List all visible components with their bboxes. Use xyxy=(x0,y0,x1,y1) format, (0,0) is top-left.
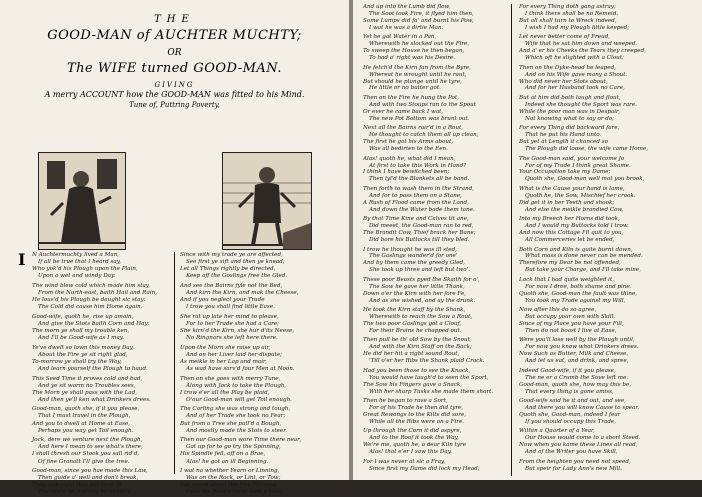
verse-line: I wat his Rock's Head took a Low; xyxy=(186,489,283,496)
verse-line: Upon the Morn she raise up air, xyxy=(180,344,271,351)
verse-line: But yet at Length it chanced so xyxy=(519,139,608,146)
verse-line: The Plough did loose, the wife came Home, xyxy=(525,146,649,153)
verse-line: N Auchtermuchty lived a Man, xyxy=(32,252,120,258)
verse-line: Both Corn and Kiln is quite burnt down, xyxy=(519,246,633,253)
verse-line: And up into the Lumb did flow, xyxy=(363,4,451,10)
verse-line: For now you know what Drinkers drees. xyxy=(525,344,639,351)
woodcut-woman xyxy=(38,152,126,250)
verse-line: While all the Ribs were on a Fire. xyxy=(369,418,465,425)
verse-line: He thought to catch them all up clean, xyxy=(369,132,479,139)
verse-line: But at him did both laugh and flout, xyxy=(519,94,621,101)
verse-line: The Cold did cause him Home again. xyxy=(38,304,143,311)
verse-column-2 xyxy=(180,252,340,497)
verse-line: And you to dwell at Home at Ease, xyxy=(32,420,131,427)
verse-line: Wherewith he slocked out the Fire, xyxy=(369,41,470,48)
verse-line: I trow he thought he was ill sted, xyxy=(363,246,457,253)
verse-line: To-morrow ye shall try the Way, xyxy=(32,358,122,365)
verse-line: Were you'll lose well by the Plough until, xyxy=(519,337,635,344)
verse-line: Next all the Bairns rair'd in a Rout, xyxy=(363,125,464,132)
verse-line: Indeed Good-wife, if it you please, xyxy=(519,367,616,374)
verse-line: The Sow his Fingers gave a Snack, xyxy=(363,381,463,388)
verse-line: The Soot took Fire, it flyed him then, xyxy=(369,10,474,17)
verse-line: But round about the Fire Winning, xyxy=(180,482,279,489)
verse-line: For every Thing did backward fare, xyxy=(519,125,620,132)
verse-line: The Good-man said, your welcome Jo xyxy=(519,155,625,162)
verse-line: Lock that I had quite weighted it, xyxy=(519,276,614,283)
verse-line: But occupy your own with Skill. xyxy=(525,314,616,321)
verse-line: But should he plunge until he tyre, xyxy=(363,78,462,85)
verse-line: And if you neglect your Trade xyxy=(180,297,265,304)
verse-line: All Commerceries let be ended, xyxy=(525,237,615,244)
verse-line: But take your Charge, and I'll take mine, xyxy=(525,267,641,274)
verse-line: The morn ye shall my trouble ken, xyxy=(32,327,130,334)
verse-line: And let us eat, and drink, and spree, xyxy=(525,358,629,365)
verse-line: Then he began to rave a Sort, xyxy=(363,398,448,405)
verse-line: Upon a wet and windy Day. xyxy=(38,273,116,280)
verse-line: If you should occupy this Trade, xyxy=(525,418,617,425)
verse-line: Alas! he got an ill Beginning. xyxy=(186,458,269,465)
verse-line: Up through the Corn it did aspyre, xyxy=(363,428,462,435)
verse-line: No Ringnars she left here there. xyxy=(186,335,278,342)
verse-line: Ye've dwelt so lown this money Day, xyxy=(32,344,134,351)
verse-line: Quoth he, the Sow, Mischief her crook. xyxy=(525,192,636,199)
verse-line: To had a' right was his Desire. xyxy=(369,55,456,62)
verse-line: For I was never at sic a Fray, xyxy=(363,458,446,465)
verse-line: 'Till o'er her Ribs the Shank plaid Crack. xyxy=(369,358,485,365)
verse-line: And a' er his Cheeks the Tears they creeped, xyxy=(519,48,646,55)
verse-line: Then pull he th' old Sow by the Snout, xyxy=(363,337,472,344)
verse-line: O'our Good-man will get Toil enough. xyxy=(186,396,292,403)
verse-line: This Seed Time it proves cold and bad, xyxy=(32,375,143,382)
tune-line: Tune of, Puttring Poverty, xyxy=(129,101,220,109)
verse-line: The Morn ye shall pass with the Lad, xyxy=(32,389,137,396)
verse-line: For of my Trade I think great Shame. xyxy=(525,162,631,169)
left-page xyxy=(0,0,349,496)
verse-line: And mostly made the Stots to steer. xyxy=(186,427,288,434)
verse-line: Our House would come to a short Steed. xyxy=(525,435,641,442)
verse-line: Good-wife, quoth he, rise up amain, xyxy=(32,313,134,320)
verse-line: For their Brains he chapped out. xyxy=(369,327,462,334)
verse-line: As meikle in her Lap and mair, xyxy=(180,358,267,365)
verse-line: For now I dree, both shame and pine. xyxy=(525,283,632,290)
verse-line: And of her Trade she took no Fear; xyxy=(186,413,286,420)
verse-line: Alas! quoth he, what did I mean, xyxy=(363,155,456,162)
verse-line: I shall thresh our Stook you sall rid'd, xyxy=(32,451,140,458)
verse-line: Did bore his Buttocks till they bled. xyxy=(369,237,470,244)
verse-line: He lous'd his Plough be daught sic stay; xyxy=(32,297,146,304)
verse-line: And on his Wife gave many a Shout. xyxy=(525,71,628,78)
verse-line: That I must travel in the Plough, xyxy=(38,413,131,420)
verse-line: To sweep the House he then began, xyxy=(363,48,465,55)
title-main: GOOD-MAN of AUCHTER MUCHTY; xyxy=(47,28,302,43)
verse-line: But speir for Lady Ann's new Mill. xyxy=(525,465,622,472)
verse-line: The wind blew cold which made him stay, xyxy=(32,282,150,289)
verse-line: By that Time Kine and Calves tit ane, xyxy=(363,216,469,223)
verse-line: See first ye sift and then ye knead; xyxy=(186,259,285,266)
title-or: OR xyxy=(167,48,182,58)
verse-line: And by them came the greedy Gled, xyxy=(363,260,465,267)
verse-line: Then forth to wash them in the Strand, xyxy=(363,185,474,192)
verse-line: And see the Bairns fyle not the Bed, xyxy=(180,282,283,289)
verse-line: And with the Kirn Staff on the Back; xyxy=(369,344,472,351)
verse-line: Then lyl'd the Blankets all be band. xyxy=(369,176,470,183)
verse-line: The new Pot Bottom was brunt out. xyxy=(369,115,470,122)
verse-line: The ne er a Crumb the Sove left me. xyxy=(525,374,629,381)
woodcut-man xyxy=(222,152,312,250)
verse-line: Wherewith to reach the Sow a Rout, xyxy=(369,314,473,321)
verse-line: And then ye'll ken what Drinkers drees. xyxy=(38,396,151,403)
verse-line: Which oft he slighted with a Clout; xyxy=(525,55,624,62)
verse-line: They rule right that did'na'er fa xyxy=(32,482,122,489)
verse-line: And there you will know Cause to spear. xyxy=(525,405,640,412)
right-page xyxy=(353,0,702,480)
verse-line: And now this Cottage I'll quit to you, xyxy=(519,230,624,237)
verse-line: The Carling she was strong and tough, xyxy=(180,406,291,413)
verse-line: And I would my Buttocks told I trow. xyxy=(525,223,629,230)
verse-line: Did meeet, the Good-man ran to red, xyxy=(369,223,474,230)
verse-line: Therefore my Dear be not offended, xyxy=(519,260,621,267)
verse-line: From the heighten you need not speed, xyxy=(519,458,631,465)
verse-line: The first he got his Arms about, xyxy=(363,139,454,146)
verse-line: Alas! that e'er I saw this Day. xyxy=(369,449,452,456)
column-divider-right xyxy=(511,4,512,476)
verse-line: The Gaslings wander'd for one' xyxy=(369,253,458,260)
verse-line: Your Occupation take my Dame; xyxy=(519,169,611,176)
verse-line: Then our Good-man wore Time there near, xyxy=(180,437,301,444)
verse-line: Now when you kame these Lines all read, xyxy=(519,442,638,449)
verse-line: A Rush of Flood came from the Land, xyxy=(363,199,469,206)
verse-line: For to her Trade she had a Care; xyxy=(186,320,280,327)
verse-line: Now after this do so agree, xyxy=(519,307,597,314)
verse-line: The Sow he gave her little Thank, xyxy=(369,283,465,290)
verse-line: Let all Things rightly be directed, xyxy=(180,266,276,273)
verse-line: You would have laugh'd to seen the Sport, xyxy=(369,374,489,381)
verse-line: From the North-east, baith Hail and Rain, xyxy=(38,289,157,296)
verse-line: He did her hit a right sound Rout, xyxy=(363,351,460,358)
verse-column-1 xyxy=(32,252,172,497)
verse-line: Then guide a' well and don't break, xyxy=(38,475,139,482)
verse-line: Quoth she, Good-man the fault was thine, xyxy=(519,290,638,297)
verse-line: And I'll be Good-wife as I may. xyxy=(38,335,124,342)
verse-line: Gat up for to go try the Spinning, xyxy=(186,444,281,451)
verse-column-3 xyxy=(363,4,509,473)
verse-line: Yet he gat Water in a Pan, xyxy=(363,34,437,41)
verse-line: Good-man, quoth she, if it you please, xyxy=(32,406,140,413)
drop-cap: I xyxy=(18,250,26,269)
verse-line: Since first my Dame did lock my Head; xyxy=(369,465,480,472)
verse-line: I think I have bewitched been; xyxy=(363,169,450,176)
subtitle: A merry ACCOUNT how the GOOD-MAN was fitted to his Mind. xyxy=(44,90,305,99)
verse-line: And give the Stots baith Corn and Hay; xyxy=(38,320,150,327)
title-the: THE xyxy=(154,14,195,25)
verse-line: And with two Stoups ran to the Spout xyxy=(369,101,477,108)
verse-line: Quoth she, Good-man well mat you brook, xyxy=(525,176,645,183)
verse-line: We're me, quoth he, a dear Kiln tyre xyxy=(363,442,467,449)
verse-line: Quoth she, Good-man, indeed I fear xyxy=(519,411,621,418)
verse-line: And as she wished, and ay the drunk. xyxy=(369,297,476,304)
verse-line: Then do not boast I live at Ease, xyxy=(525,327,617,334)
verse-line: I wat he was a dirtie Man. xyxy=(369,24,444,31)
verse-line: Was on the Rock, or Lint, or Tow; xyxy=(186,475,281,482)
verse-line: And else the meikle brandied Cow, xyxy=(525,206,624,213)
verse-line: For every Thing doth gang astray; xyxy=(519,4,616,10)
verse-line: The two poor Gaslings got a Clouf, xyxy=(363,321,462,328)
verse-line: And to the Roof it took the Way, xyxy=(369,435,459,442)
verse-line: Let never better come of Freud, xyxy=(519,34,610,41)
verse-line: That every thing is gone amiss, xyxy=(525,388,614,395)
verse-line: And learn yourself the Plough to haud. xyxy=(38,365,148,372)
verse-line: And here I mean to see what's there, xyxy=(38,444,143,451)
verse-line: Had you been those to see the Knack, xyxy=(363,367,471,374)
verse-line: I trow you shall find little Ease. xyxy=(186,304,275,311)
verse-line: At first to take this Work in Hand? xyxy=(369,162,467,169)
title-second: The WIFE turned GOOD-MAN. xyxy=(67,61,282,76)
verse-line: I wish I had my Plough little keeped; xyxy=(525,24,630,31)
verse-line: Whereat he wrought until he raut, xyxy=(369,71,467,78)
verse-line: And down the Water bade them tane. xyxy=(369,206,475,213)
verse-line: I think there shall be no Remeid. xyxy=(525,10,619,17)
verse-line: I wat na whether Yearn or Linning, xyxy=(180,468,280,475)
verse-line: Good-man, quoth she, how may this be, xyxy=(519,381,632,388)
verse-line: While the poor man was in Despair, xyxy=(519,108,620,115)
verse-line: Since with my trade ye are affected, xyxy=(180,252,283,258)
verse-line: Good-man, since you hae made this Law, xyxy=(32,468,148,475)
verse-line: Perhaps you way get Toil enough. xyxy=(38,427,134,434)
verse-line: And for her Husband took no Care, xyxy=(525,85,625,92)
verse-line: That he put his Hand unto. xyxy=(525,132,602,139)
verse-line: I trow e'er all the Play be plaid, xyxy=(180,389,270,396)
verse-line: Or ever he came back I wat, xyxy=(363,108,444,115)
verse-line: He fetch'd the Kirn fan from the Byre, xyxy=(363,64,472,71)
verse-line: What is the Cause your hand is lame, xyxy=(519,185,625,192)
verse-line: The Brandit Cow, Thief brack her Bane; xyxy=(363,230,476,237)
verse-line: If all be true that I heard say, xyxy=(38,259,121,266)
verse-line: She took up three and left but two'. xyxy=(369,267,470,274)
verse-line: Then on the Dyke-head he leaped, xyxy=(519,64,616,71)
verse-line: He little or no butter got. xyxy=(369,85,441,92)
verse-line: Of fine Granatt I'll give the tree. xyxy=(38,458,130,465)
verse-line: What mass is done never can be mended. xyxy=(525,253,643,260)
verse-line: Not knowing what to say or do; xyxy=(525,115,615,122)
verse-line: And on her Liver laid her dispute; xyxy=(186,351,283,358)
verse-line: Since of my Place you have your Fill, xyxy=(519,321,624,328)
verse-line: And ye sit warm no Troubles sees, xyxy=(38,382,136,389)
verse-line: She kirn'd the Kirn, she hur d'its Neese, xyxy=(180,327,295,334)
verse-line: He took the Kirn staff by the Shank, xyxy=(363,307,466,314)
verse-line: She rat up late her mind to please, xyxy=(180,313,279,320)
verse-line: Some Lumps did fa' and burnt his Pow, xyxy=(363,17,474,24)
verse-line: Then on the Fire he hung the Pot, xyxy=(363,94,459,101)
verse-line: And for to pass them on a Stane, xyxy=(369,192,462,199)
verse-line: Who yok'd his Plough upon the Plain, xyxy=(32,266,138,273)
verse-line: Therefore let nothing be neglect. xyxy=(38,489,132,496)
verse-line: His Spindle fell, off on a Brae, xyxy=(180,451,266,458)
title-giving: GIVING xyxy=(154,81,195,89)
verse-column-4 xyxy=(519,4,697,473)
verse-line: Who did never her Stots about, xyxy=(519,78,608,85)
verse-line: With her sharp Tusks she made them short. xyxy=(369,388,494,395)
verse-line: Now Such as Butter, Milk and Cheese, xyxy=(519,351,629,358)
verse-line: As wad have sarv'd four Men at Noon. xyxy=(186,365,295,372)
verse-line: And kirn the Kirn, and mak the Cheese, xyxy=(186,289,299,296)
verse-line: These poor Beasts pyed the Skaith for o', xyxy=(363,276,480,283)
verse-line: But from a Tree she pull'd a Bough, xyxy=(180,420,282,427)
verse-line: And of the Writer you have Skill, xyxy=(525,449,618,456)
verse-line: Into my Breech her Horns did took, xyxy=(519,216,620,223)
verse-line: Keep aff the Goslings free the Gled. xyxy=(186,273,288,280)
verse-line: Did get it in her Teeth and shook; xyxy=(519,199,615,206)
verse-line: Then on she goes with merry Tune, xyxy=(180,375,281,382)
verse-line: Down o'er the Kirn with her fore Fe, xyxy=(363,290,467,297)
verse-line: Jock, dere we venture next the Plough, xyxy=(32,437,143,444)
verse-line: Along with Jock to take the Plough, xyxy=(186,382,287,389)
verse-line: Wife that he sat him down and weeped. xyxy=(525,41,638,48)
verse-line: Indeed she thought the Sport was rare. xyxy=(525,101,637,108)
verse-line: Within a Quarter of a Year, xyxy=(519,428,595,435)
verse-line: Great Rewangs to the Kilts did sore, xyxy=(363,411,467,418)
verse-line: But all shall turn to Wreck indeed, xyxy=(519,17,617,24)
column-divider xyxy=(174,252,175,474)
verse-line: For of his Trade he then did tyre, xyxy=(369,405,464,412)
verse-line: You took my Trade against my Will, xyxy=(525,297,626,304)
verse-line: Good-wife said he it and out, and see, xyxy=(519,398,626,405)
verse-line: Was all bedirten to the Een. xyxy=(369,146,448,153)
verse-line: About the Fire ye sit right glad, xyxy=(38,351,128,358)
